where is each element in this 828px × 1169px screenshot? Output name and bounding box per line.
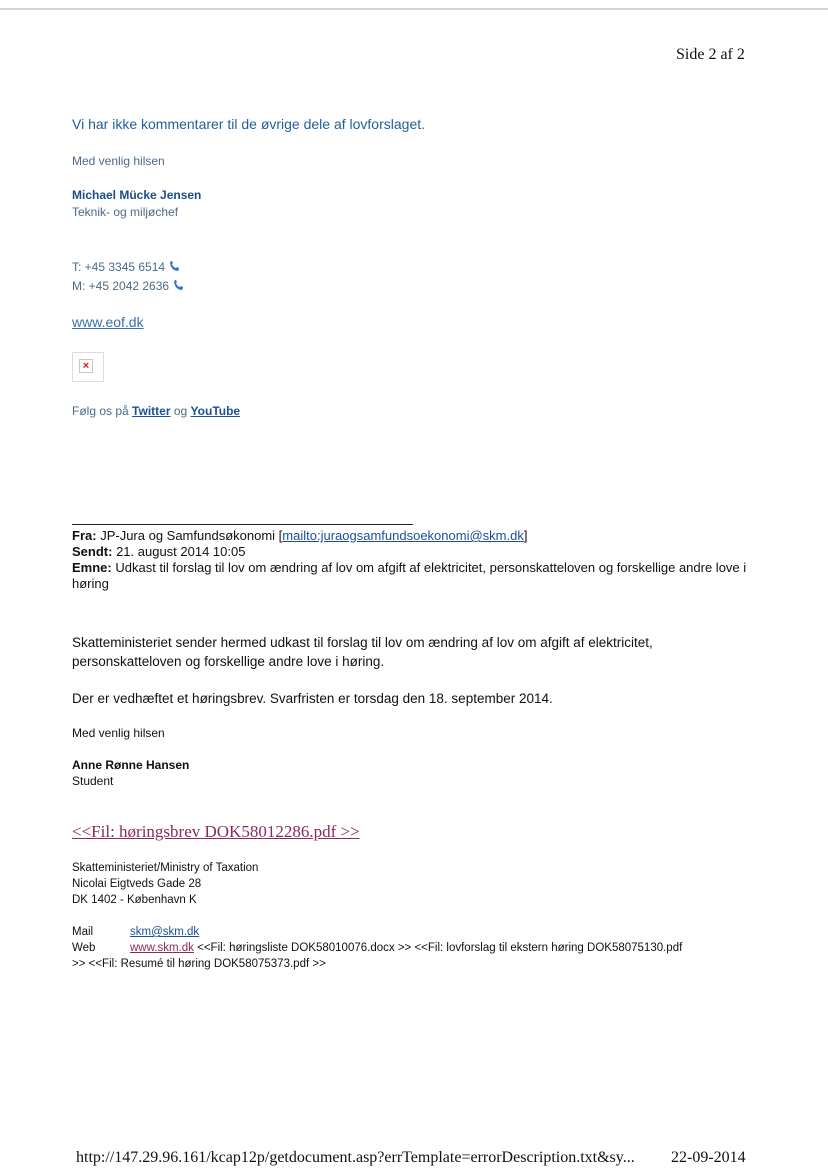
subject-line xyxy=(72,560,762,592)
sender-name: Anne Rønne Hansen xyxy=(72,758,190,772)
from-line: Fra: JP-Jura og Samfundsøkonomi [mailto:juraogsamfundsoekonomi@skm.dk] xyxy=(72,528,528,543)
org-line-3: DK 1402 - København K xyxy=(72,894,197,906)
original-message-header xyxy=(72,528,762,592)
follow-us xyxy=(72,404,240,418)
signature-mobile xyxy=(72,279,184,293)
top-border xyxy=(0,8,828,10)
sender-title: Student xyxy=(72,774,114,788)
from-value: JP-Jura og Samfundsøkonomi xyxy=(100,528,276,543)
phone-number: T: +45 3345 6514 xyxy=(72,260,166,274)
from-label: Fra: xyxy=(72,528,97,543)
sender-greeting: Med venlig hilsen xyxy=(72,726,165,740)
phone-icon[interactable] xyxy=(172,279,184,291)
mail-label: Mail xyxy=(72,926,94,938)
body-line-1: Skatteministeriet sender hermed udkast til forslag til lov om ændring af lov om afgift af elektricitet, xyxy=(72,635,653,650)
broken-image xyxy=(72,352,104,382)
body-line-2: personskatteloven og forskellige andre love i høring. xyxy=(72,654,385,669)
web-link[interactable]: www.skm.dk xyxy=(130,942,194,954)
signature-phone xyxy=(72,260,180,274)
phone-icon[interactable] xyxy=(168,260,180,272)
footer-url: http://147.29.96.161/kcap12p/getdocument.asp?errTemplate=errorDescription.txt&sy... xyxy=(76,1149,635,1166)
signature-title: Teknik- og miljøchef xyxy=(72,205,179,219)
footer-date: 22-09-2014 xyxy=(671,1149,746,1166)
sent-line xyxy=(72,544,762,560)
web-row xyxy=(72,940,682,956)
mobile-number: M: +45 2042 2636 xyxy=(72,279,170,293)
subject-value: Udkast til forslag til lov om ændring af lov om afgift af elektricitet, personskatteloven og forskellige andre love i høring xyxy=(72,560,747,591)
mail-link[interactable]: skm@skm.dk xyxy=(130,926,200,938)
follow-prefix: Følg os på xyxy=(72,404,129,418)
attachments-line-1[interactable]: <<Fil: høringsliste DOK58010076.docx >> <<Fil: lovforslag til ekstern høring DOK58075130.pdf xyxy=(197,942,683,954)
sent-value: 21. august 2014 10:05 xyxy=(116,544,246,559)
body-paragraph-2: Der er vedhæftet et høringsbrev. Svarfristen er torsdag den 18. september 2014. xyxy=(72,691,553,706)
message-separator xyxy=(72,524,413,525)
website-link[interactable]: www.eof.dk xyxy=(72,314,144,330)
page-number: Side 2 af 2 xyxy=(676,46,745,63)
attachment-horingsbrev[interactable]: <<Fil: høringsbrev DOK58012286.pdf >> xyxy=(72,822,360,841)
reply-comment: Vi har ikke kommentarer til de øvrige dele af lovforslaget. xyxy=(72,116,426,132)
signature-name: Michael Mücke Jensen xyxy=(72,188,202,202)
follow-and: og xyxy=(173,404,188,418)
broken-image-icon: × xyxy=(79,359,93,373)
sent-label: Sendt: xyxy=(72,544,113,559)
youtube-link[interactable]: YouTube xyxy=(190,404,241,418)
web-label: Web xyxy=(72,942,96,954)
mail-row xyxy=(72,924,199,940)
org-line-2: Nicolai Eigtveds Gade 28 xyxy=(72,878,202,890)
subject-label: Emne: xyxy=(72,560,112,575)
twitter-link[interactable]: Twitter xyxy=(132,404,171,418)
org-line-1: Skatteministeriet/Ministry of Taxation xyxy=(72,862,259,874)
attachments-line-2[interactable]: >> <<Fil: Resumé til høring DOK58075373.pdf >> xyxy=(72,958,326,970)
from-email-link[interactable]: mailto:juraogsamfundsoekonomi@skm.dk xyxy=(282,528,524,543)
reply-greeting: Med venlig hilsen xyxy=(72,154,165,168)
